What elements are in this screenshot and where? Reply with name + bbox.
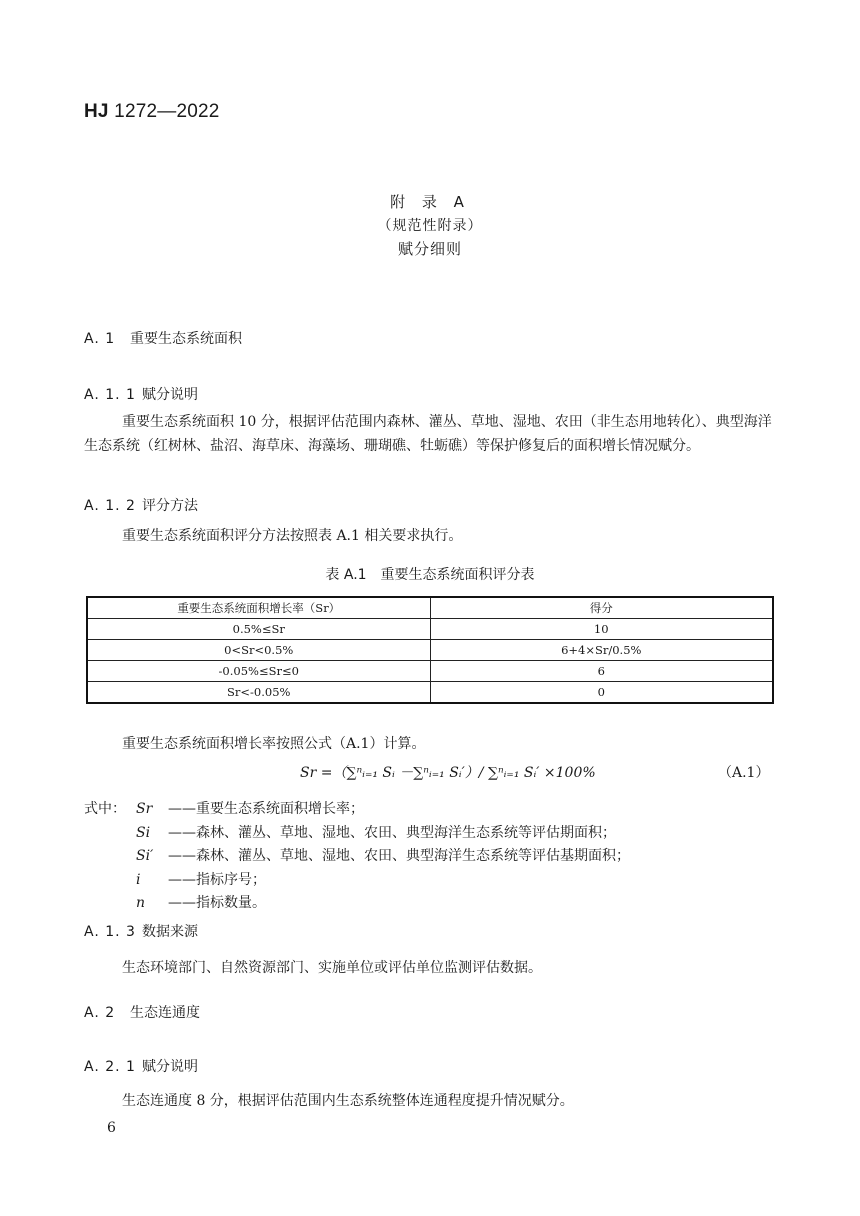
section-a12-paragraph bbox=[84, 524, 774, 548]
definition-row bbox=[84, 892, 630, 916]
table-header-row bbox=[87, 597, 773, 619]
section-title: 重要生态系统面积 bbox=[130, 331, 242, 347]
section-a2-heading bbox=[84, 1002, 200, 1022]
section-a1-heading bbox=[84, 328, 242, 348]
section-number: A. 1 bbox=[84, 331, 116, 347]
definition-symbol: i bbox=[136, 871, 141, 888]
definitions-label: 式中： bbox=[84, 801, 126, 817]
table-row bbox=[87, 619, 773, 640]
section-a12-heading bbox=[84, 495, 198, 515]
definition-symbol: Si bbox=[136, 824, 151, 841]
table-cell: 0.5%≤Sr bbox=[87, 619, 430, 640]
definition-text: ——指标序号； bbox=[168, 871, 266, 888]
section-number: A. 1. 3 bbox=[84, 924, 136, 940]
table-row bbox=[87, 661, 773, 682]
section-title: 赋分说明 bbox=[142, 387, 198, 403]
paragraph-text: 重要生态系统面积 10 分，根据评估范围内森林、灌丛、草地、湿地、农田（非生态用地转化）、典型海洋生态系统（红树林、盐沼、海草床、海藻场、珊瑚礁、牡蛎礁）等保护修复后的面积增长情况赋分。 bbox=[84, 414, 772, 454]
table-cell: -0.05%≤Sr≤0 bbox=[87, 661, 430, 682]
definition-row bbox=[84, 845, 630, 869]
section-a13-heading bbox=[84, 921, 198, 941]
section-title: 生态连通度 bbox=[130, 1005, 200, 1021]
table-cell: 0 bbox=[430, 682, 773, 704]
table-cell: 6+4×Sr/0.5% bbox=[430, 640, 773, 661]
section-number: A. 1. 1 bbox=[84, 387, 136, 403]
page-number: 6 bbox=[107, 1120, 116, 1136]
score-table bbox=[86, 596, 774, 704]
table-cell: 6 bbox=[430, 661, 773, 682]
section-title: 评分方法 bbox=[142, 498, 198, 514]
formula-number: （A.1） bbox=[718, 765, 770, 781]
definition-text: ——指标数量。 bbox=[168, 895, 266, 911]
definition-row bbox=[84, 798, 630, 822]
section-title: 赋分说明 bbox=[142, 1059, 198, 1075]
formula-intro bbox=[84, 732, 774, 756]
definition-row bbox=[84, 869, 630, 893]
appendix-subtitle: （规范性附录） bbox=[377, 218, 483, 234]
section-number: A. 2 bbox=[84, 1005, 116, 1021]
formula: Sr =（∑ⁿᵢ₌₁ Sᵢ －∑ⁿᵢ₌₁ Sᵢ′）/ ∑ⁿᵢ₌₁ Sᵢ′ ×100% bbox=[300, 765, 596, 781]
definition-symbol: n bbox=[136, 895, 146, 911]
table-cell: 0<Sr<0.5% bbox=[87, 640, 430, 661]
paragraph-text: 生态环境部门、自然资源部门、实施单位或评估单位监测评估数据。 bbox=[122, 960, 542, 976]
definition-text: ——森林、灌丛、草地、湿地、农田、典型海洋生态系统等评估期面积； bbox=[168, 824, 616, 841]
table-header-cell: 得分 bbox=[430, 597, 773, 619]
definition-text: ——重要生态系统面积增长率； bbox=[168, 801, 364, 817]
section-a11-heading bbox=[84, 384, 198, 404]
standard-header bbox=[84, 101, 220, 123]
appendix-name: 赋分细则 bbox=[397, 240, 462, 258]
definition-row bbox=[84, 822, 630, 846]
table-row bbox=[87, 640, 773, 661]
paragraph-text: 重要生态系统面积增长率按照公式（A.1）计算。 bbox=[122, 736, 426, 752]
paragraph-text: 重要生态系统面积评分方法按照表 A.1 相关要求执行。 bbox=[122, 528, 463, 544]
section-number: A. 1. 2 bbox=[84, 498, 136, 514]
table-cell: 10 bbox=[430, 619, 773, 640]
definition-text: ——森林、灌丛、草地、湿地、农田、典型海洋生态系统等评估基期面积； bbox=[168, 848, 630, 864]
definition-symbol: Sr bbox=[136, 801, 153, 817]
definitions-block bbox=[84, 798, 630, 916]
table-row bbox=[87, 682, 773, 704]
section-a13-paragraph bbox=[84, 956, 774, 980]
paragraph-text: 生态连通度 8 分，根据评估范围内生态系统整体连通程度提升情况赋分。 bbox=[122, 1093, 574, 1109]
section-number: A. 2. 1 bbox=[84, 1059, 136, 1075]
section-a21-heading bbox=[84, 1056, 198, 1076]
table-cell: Sr<-0.05% bbox=[87, 682, 430, 704]
table-header-cell: 重要生态系统面积增长率（Sr） bbox=[87, 597, 430, 619]
appendix-title: 附 录 A bbox=[390, 193, 470, 211]
standard-prefix: HJ bbox=[84, 101, 109, 122]
section-title: 数据来源 bbox=[142, 924, 198, 940]
section-a11-paragraph bbox=[84, 410, 774, 458]
table-caption: 表 A.1 重要生态系统面积评分表 bbox=[325, 567, 535, 583]
section-a21-paragraph bbox=[84, 1089, 774, 1113]
standard-number: 1272—2022 bbox=[108, 101, 220, 122]
definition-symbol: Si′ bbox=[136, 848, 154, 864]
